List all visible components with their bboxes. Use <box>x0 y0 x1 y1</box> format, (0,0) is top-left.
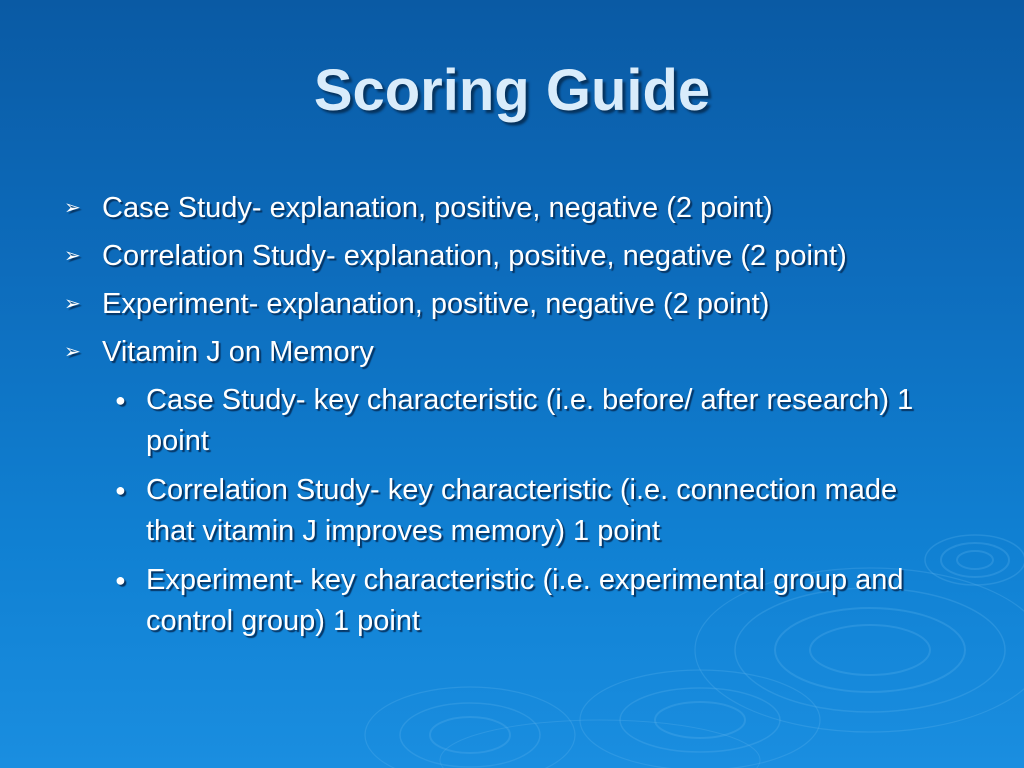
list-item-text: Case Study- explanation, positive, negative (2 point) <box>102 192 773 224</box>
list-item <box>60 236 960 277</box>
list-item-text: Experiment- explanation, positive, negative (2 point) <box>102 288 770 320</box>
arrowhead-bullet-icon: ➢ <box>64 197 81 219</box>
sub-list-item <box>60 560 926 642</box>
sub-list-item-text: Case Study- key characteristic (i.e. before/ after research) 1 point <box>146 384 914 457</box>
sub-list-item-text: Correlation Study- key characteristic (i.e. connection made that vitamin J improves memory) 1 point <box>146 474 898 547</box>
list-item <box>60 284 960 325</box>
list-item <box>60 188 960 229</box>
arrowhead-bullet-icon: ➢ <box>64 341 81 363</box>
dot-bullet-icon: ● <box>115 480 126 500</box>
list-item <box>60 332 960 373</box>
arrowhead-bullet-icon: ➢ <box>64 293 81 315</box>
slide-title: Scoring Guide <box>313 58 711 123</box>
list-item-text: Vitamin J on Memory <box>102 336 374 368</box>
bullet-list <box>60 188 960 650</box>
dot-bullet-icon: ● <box>115 570 126 590</box>
dot-bullet-icon: ● <box>115 390 126 410</box>
sub-list-item-text: Experiment- key characteristic (i.e. experimental group and control group) 1 point <box>146 564 904 637</box>
arrowhead-bullet-icon: ➢ <box>64 245 81 267</box>
list-item-text: Correlation Study- explanation, positive, negative (2 point) <box>102 240 847 272</box>
sub-list-item <box>60 380 926 462</box>
sub-list-item <box>60 470 926 552</box>
